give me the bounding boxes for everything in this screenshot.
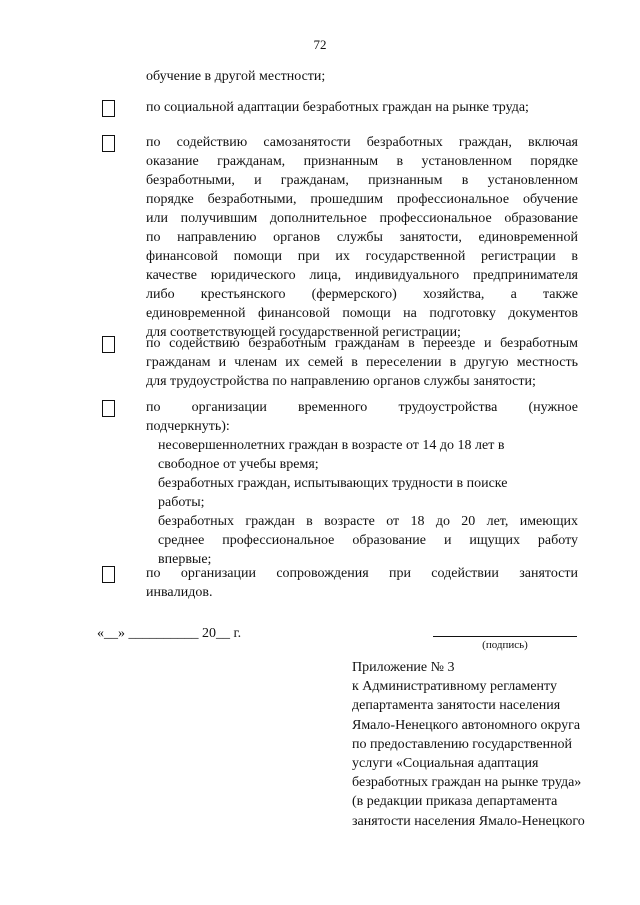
item-line: гражданам и членам их семей в переселении в другую местность (146, 355, 578, 370)
item-line: финансовой помощи при их государственной регистрации в (146, 249, 578, 264)
appendix-line: Приложение № 3 (352, 660, 455, 675)
item-disabled-support (146, 564, 578, 602)
item-line: порядке безработными, прошедшим профессиональное обучение (146, 192, 578, 207)
signature-line[interactable] (433, 636, 577, 637)
subitem-line: впервые; (158, 552, 212, 567)
item-line: инвалидов. (146, 585, 213, 600)
item-line: качестве юридического лица, индивидуального предпринимателя (146, 268, 578, 283)
item-temporary-employment (146, 398, 578, 436)
appendix-block (352, 658, 612, 831)
subitem-line: работы; (158, 495, 205, 510)
item-line: по содействию безработным гражданам в переезде и безработным (146, 336, 578, 351)
item-social-adaptation (146, 98, 578, 117)
appendix-line: безработных граждан на рынке труда» (352, 775, 582, 791)
checkbox-social-adaptation[interactable] (102, 100, 115, 117)
subitem-line: несовершеннолетних граждан в возрасте от 14 до 18 лет в (158, 438, 505, 453)
item-self-employment (146, 133, 578, 342)
item-line: по организации временного трудоустройства (нужное (146, 400, 578, 415)
subitem-line: свободное от учебы время; (158, 457, 319, 472)
date-field[interactable]: «__» __________ 20__ г. (97, 626, 242, 641)
signature-caption: (подпись) (482, 639, 528, 651)
subitem-line: безработных граждан, испытывающих трудности в поиске (158, 476, 508, 491)
item-line: либо крестьянского (фермерского) хозяйства, а также (146, 287, 578, 302)
page-number: 72 (313, 37, 327, 52)
item-line: по направлению органов службы занятости, единовременной (146, 230, 578, 245)
item-line: безработными, и гражданам, признанным в установленном (146, 173, 578, 188)
item-line: по организации сопровождения при содействии занятости (146, 566, 578, 581)
appendix-line: услуги «Социальная адаптация (352, 756, 539, 772)
item-line: или получившим дополнительное профессиональное образование (146, 211, 578, 226)
appendix-line: к Административному регламенту (352, 679, 557, 695)
checkbox-relocation[interactable] (102, 336, 115, 353)
subitem-line: среднее профессиональное образование и ищущих работу (158, 533, 578, 548)
subitem-line: безработных граждан в возрасте от 18 до 20 лет, имеющих (158, 514, 578, 529)
checkbox-self-employment[interactable] (102, 135, 115, 152)
item-line: подчеркнуть): (146, 419, 230, 434)
appendix-line: занятости населения Ямало-Ненецкого (352, 813, 585, 829)
subitem-young-graduates (158, 512, 578, 569)
item-line: единовременной финансовой помощи на подготовку документов (146, 306, 578, 321)
appendix-line: Ямало-Ненецкого автономного округа (352, 717, 581, 733)
checkbox-temporary-employment[interactable] (102, 400, 115, 417)
item-relocation (146, 334, 578, 391)
checkbox-disabled-support[interactable] (102, 566, 115, 583)
appendix-line: по предоставлению государственной (352, 736, 573, 752)
subitem-difficulties (158, 474, 578, 512)
item-line: для трудоустройства по направлению органов службы занятости; (146, 374, 536, 389)
appendix-line: департамента занятости населения (352, 698, 561, 714)
item-line: по содействию самозанятости безработных граждан, включая (146, 135, 578, 150)
subitem-minors (158, 436, 578, 474)
item-line: для соответствующей государственной регистрации; (146, 325, 461, 340)
item-line: по социальной адаптации безработных граждан на рынке труда; (146, 100, 529, 115)
item-line: оказание гражданам, признанным в установленном порядке (146, 154, 578, 169)
continuation-text: обучение в другой местности; (146, 69, 326, 84)
appendix-line: (в редакции приказа департамента (352, 794, 558, 810)
